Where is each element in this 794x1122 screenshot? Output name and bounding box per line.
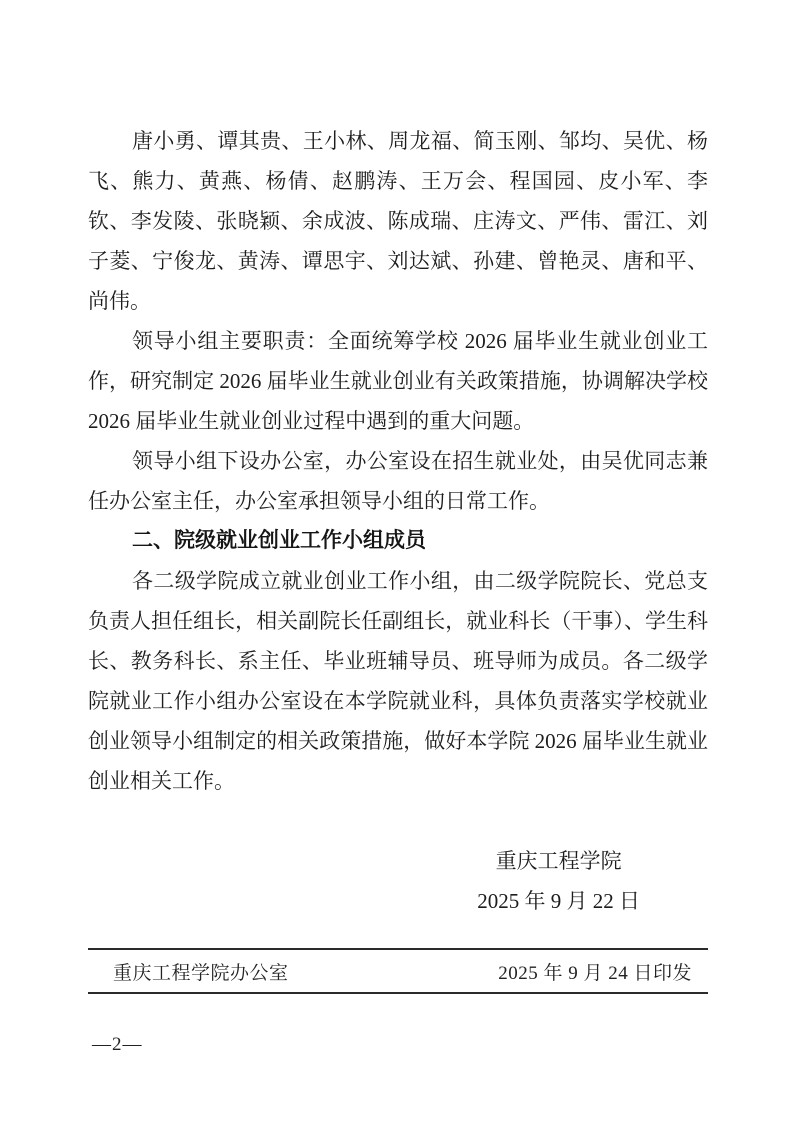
signature-block — [477, 841, 640, 921]
signature-date: 2025 年 9 月 22 日 — [477, 889, 640, 913]
section-heading: 二、院级就业创业工作小组成员 — [132, 529, 426, 552]
paragraph-leading-group-names: 唐小勇、谭其贵、王小林、周龙福、简玉刚、邹均、吴优、杨飞、熊力、黄燕、杨倩、赵鹏涛、王万会、程国园、皮小军、李钦、李发陵、张晓颖、余成波、陈成瑞、庄涛文、严伟、雷江、刘子菱、宁俊龙、黄涛、谭思宇、刘达斌、孙建、曾艳灵、唐和平、尚伟。 — [88, 129, 708, 313]
paragraph-college-work-group: 各二级学院成立就业创业工作小组，由二级学院院长、党总支负责人担任组长，相关副院长任副组长，就业科长（干事）、学生科长、教务科长、系主任、毕业班辅导员、班导师为成员。各二级学院就业工作小组办公室设在本学院就业科，具体负责落实学校就业创业领导小组制定的相关政策措施，做好本学院 2026 届毕业生就业创业相关工作。 — [88, 569, 708, 793]
document-body — [88, 121, 708, 921]
paragraph-leading-group-duties: 领导小组主要职责：全面统筹学校 2026 届毕业生就业创业工作，研究制定 2026 届毕业生就业创业有关政策措施，协调解决学校 2026 届毕业生就业创业过程中遇到的重大问题。 — [88, 329, 708, 433]
paragraph-leading-group-office: 领导小组下设办公室，办公室设在招生就业处，由吴优同志兼任办公室主任，办公室承担领导小组的日常工作。 — [88, 449, 708, 513]
footer-print-date: 2025 年 9 月 24 日印发 — [498, 962, 692, 984]
signature-org: 重庆工程学院 — [495, 849, 622, 873]
page-number: —2— — [92, 1034, 143, 1055]
footer-print-bar — [88, 948, 708, 994]
footer-issuer: 重庆工程学院办公室 — [113, 962, 289, 984]
